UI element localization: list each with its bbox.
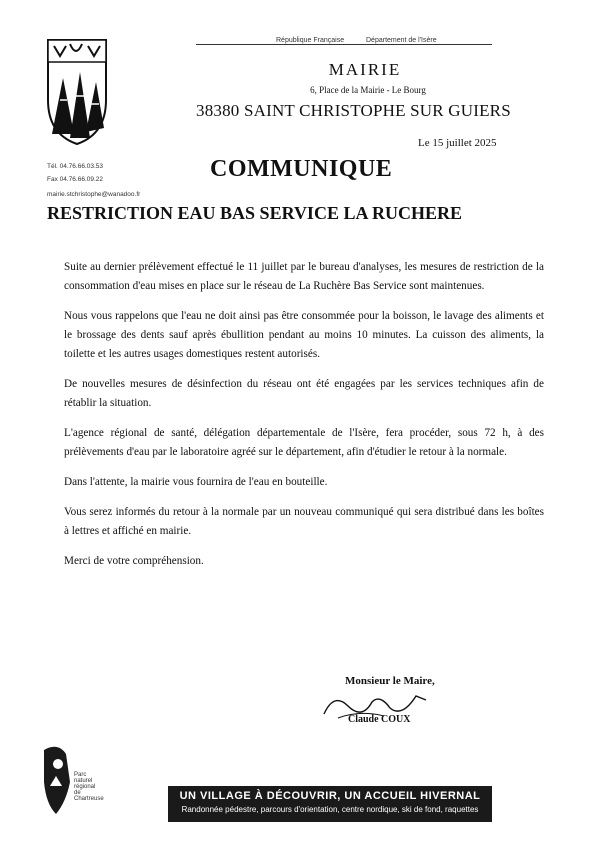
signatory-name: Claude COUX: [348, 714, 411, 725]
commune-name: 38380 SAINT CHRISTOPHE SUR GUIERS: [196, 101, 511, 120]
logo-label-line: de Chartreuse: [74, 790, 104, 802]
email-address: mairie.stchristophe@wanadoo.fr: [47, 191, 141, 198]
signatory-title: Monsieur le Maire,: [345, 675, 435, 687]
phone-number: Tél. 04.76.66.03.53: [47, 163, 104, 170]
logo-label-line: naturel: [74, 778, 93, 784]
document-subtitle: RESTRICTION EAU BAS SERVICE LA RUCHERE: [47, 203, 462, 223]
logo-label-line: régional: [74, 784, 96, 790]
mairie-heading: MAIRIE: [328, 60, 402, 79]
paragraph: Merci de votre compréhension.: [64, 555, 204, 567]
paragraph: Vous serez informés du retour à la normale par un nouveau communiqué qui sera distribué dans les boîtes à lettres et affiché en mairie.: [64, 506, 544, 537]
paragraph: Dans l'attente, la mairie vous fournira de l'eau en bouteille.: [64, 476, 328, 488]
fax-number: Fax 04.76.66.09.22: [47, 176, 104, 183]
document-date: Le 15 juillet 2025: [418, 137, 497, 149]
paragraph: Nous vous rappelons que l'eau ne doit ainsi pas être consommée pour la boisson, le lavage des aliments et le brossage des dents sauf après ébullition pendant au moins 10 minutes. La cuisson des aliments, la toilette et les autres usages domestiques restent autorisés.: [64, 310, 544, 360]
banner-activities: Randonnée pédestre, parcours d'orientation, centre nordique, ski de fond, raquettes: [181, 805, 479, 814]
mountain-icon: [40, 742, 74, 817]
republic-label: République Française: [276, 37, 345, 44]
footer-banner: [168, 786, 492, 822]
paragraph: Suite au dernier prélèvement effectué le 11 juillet par le bureau d'analyses, les mesures de restriction de la consommation d'eau mises en place sur le réseau de La Ruchère Bas Service sont maintenues.: [64, 261, 544, 292]
paragraph: L'agence régional de santé, délégation départementale de l'Isère, fera procéder, sous 72 h, à des prélèvements d'eau par le laboratoire agréé sur le département, afin d'étudier le retour à la normale.: [64, 427, 544, 458]
town-crest-logo: [46, 38, 108, 146]
document-title: COMMUNIQUE: [210, 156, 393, 182]
paragraph: De nouvelles mesures de désinfection du réseau ont été engagées par les services techniques afin de rétablir la situation.: [64, 378, 544, 409]
logo-label-line: Parc: [74, 772, 87, 778]
mairie-address: 6, Place de la Mairie - Le Bourg: [310, 85, 426, 95]
department-label: Département de l'Isère: [366, 37, 437, 44]
communique-body: [64, 258, 544, 582]
parc-chartreuse-logo: [40, 742, 110, 817]
header-rule: [196, 44, 492, 45]
banner-headline: UN VILLAGE À DÉCOUVRIR, UN ACCUEIL HIVERNAL: [179, 790, 481, 802]
